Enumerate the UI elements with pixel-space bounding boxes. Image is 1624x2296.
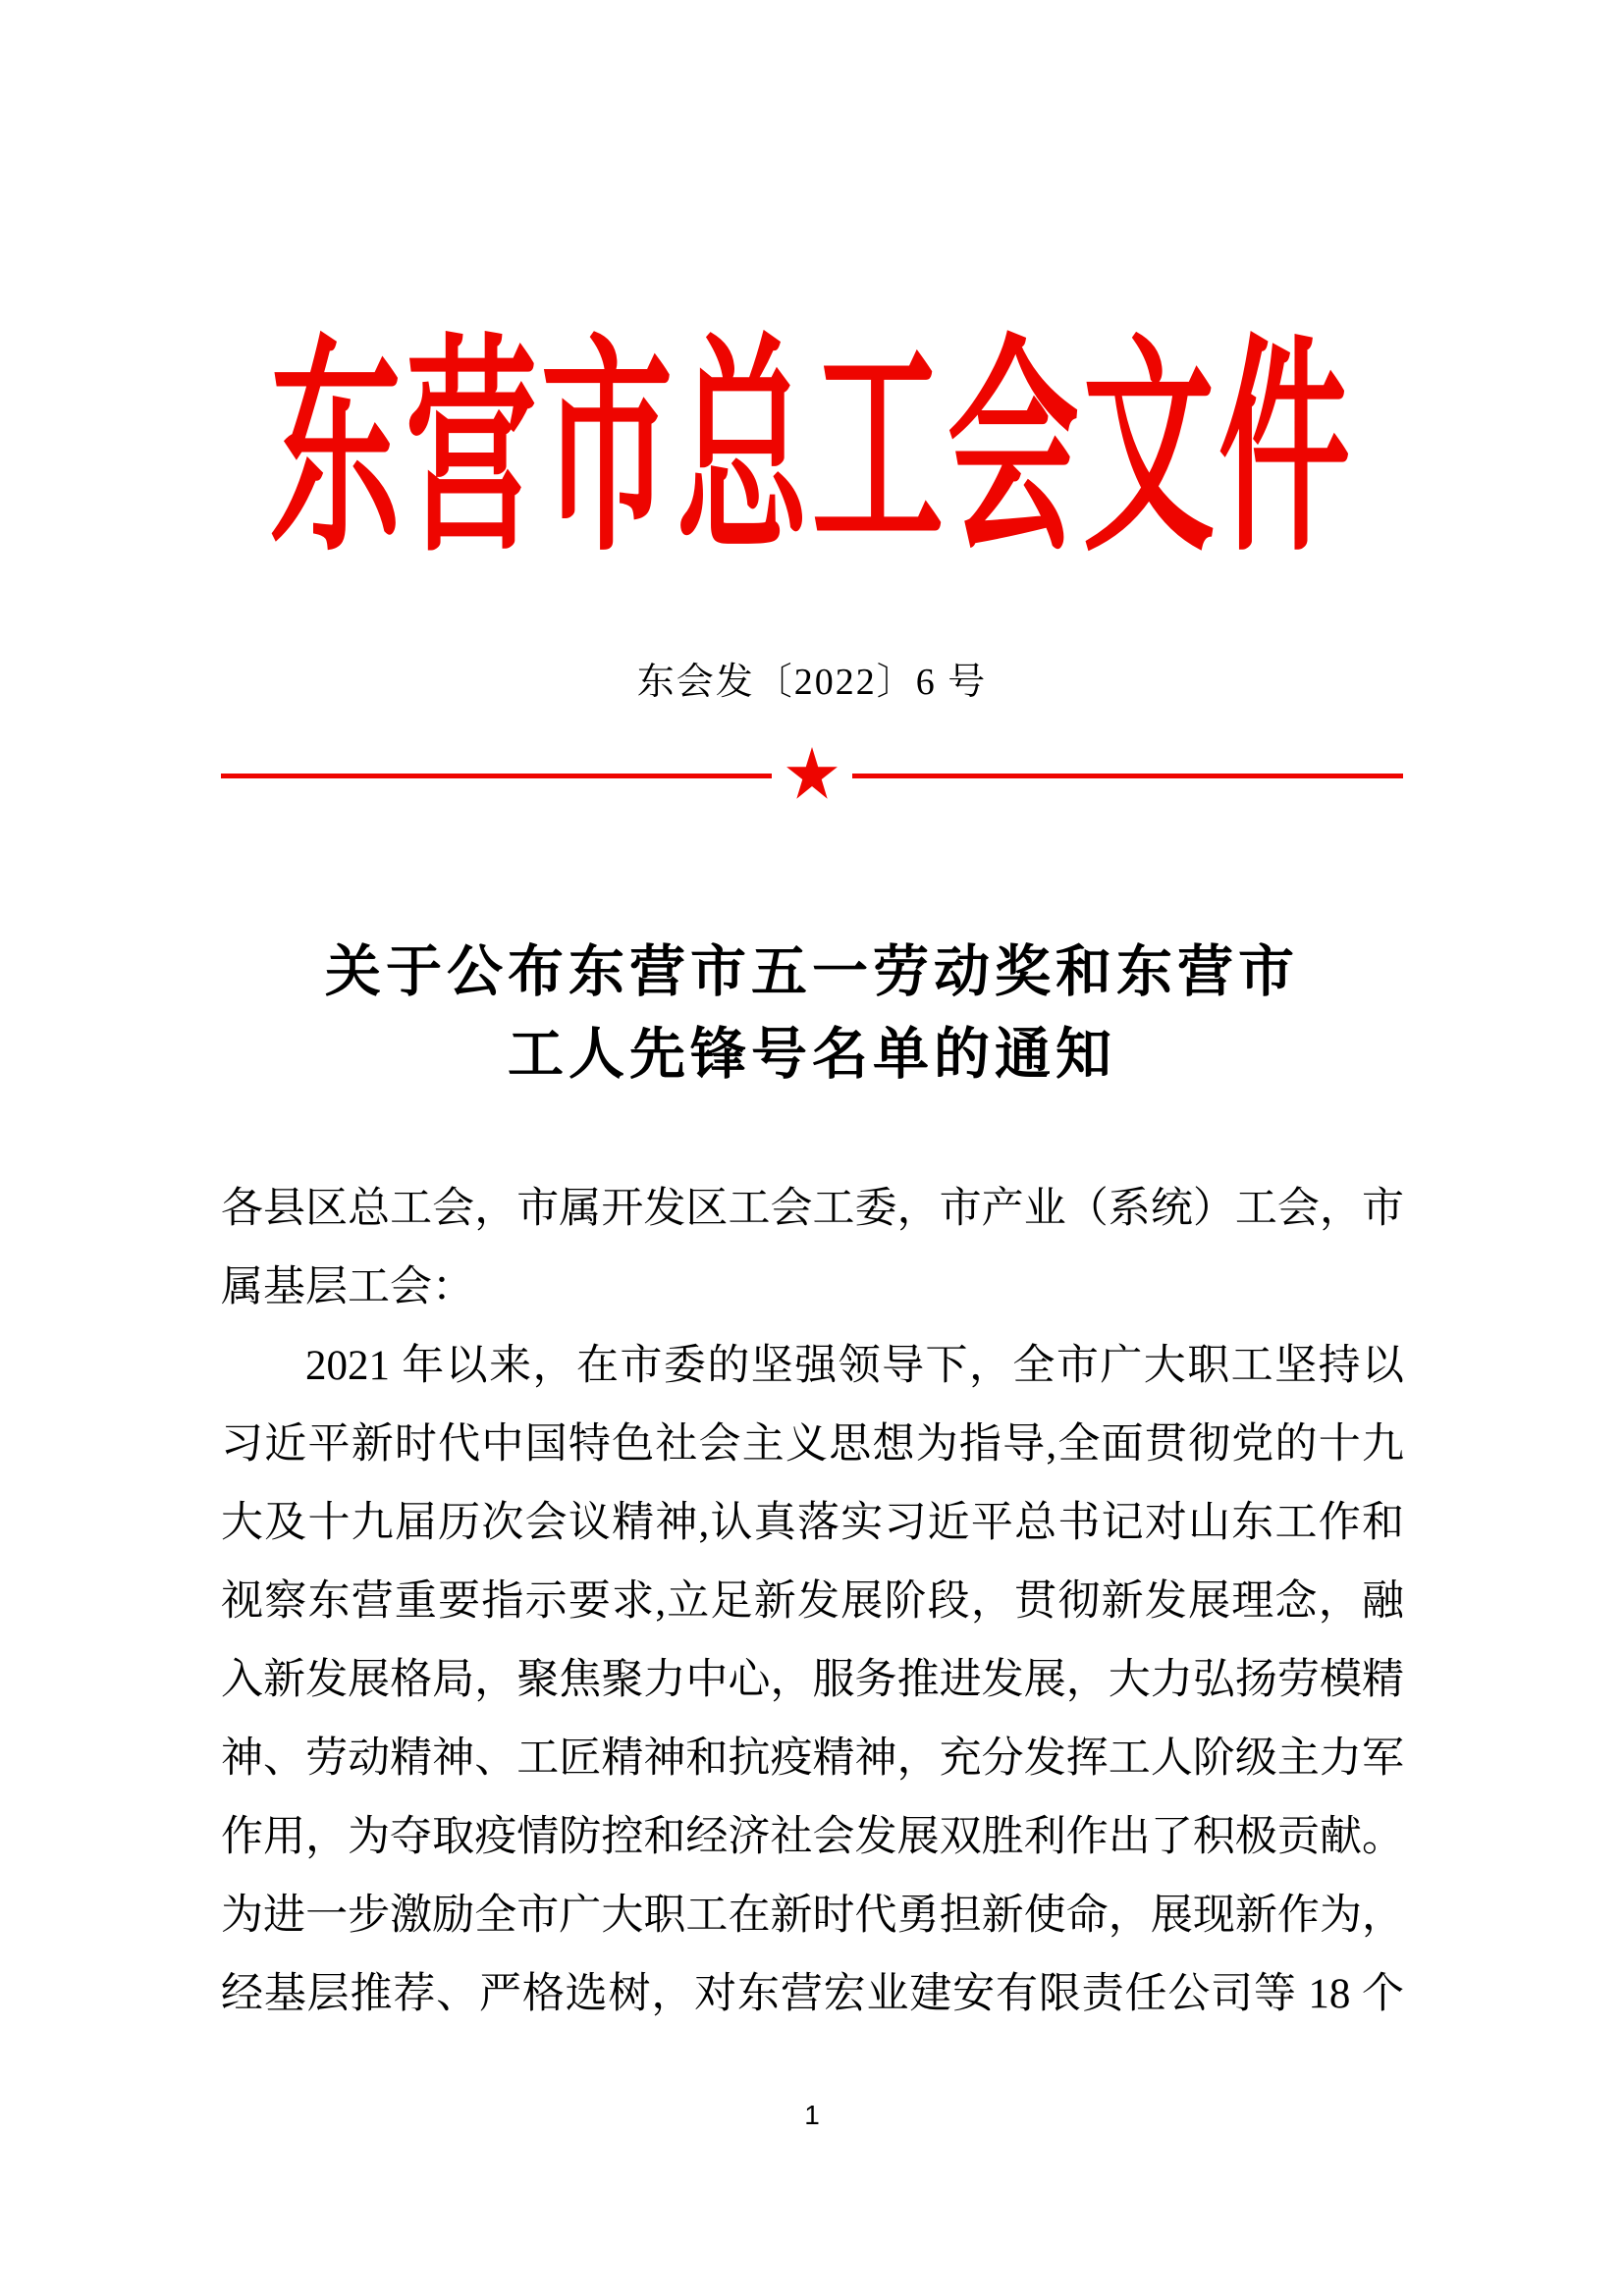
notice-title-line-1: 关于公布东营市五一劳动奖和东营市 (325, 940, 1299, 1003)
notice-title-line-2: 工人先锋号名单的通知 (508, 1023, 1116, 1086)
divider-line-right (852, 774, 1403, 778)
divider-line-left (221, 774, 772, 778)
body-line-salutation-2: 属基层工会： (221, 1264, 474, 1310)
body-line: 视察东营重要指示要求,立足新发展阶段，贯彻新发展理念，融 (221, 1578, 1404, 1625)
body-line: 2021 年以来，在市委的坚强领导下，全市广大职工坚持以 (305, 1343, 1404, 1389)
body-line: 作用，为夺取疫情防控和经济社会发展双胜利作出了积极贡献。 (221, 1814, 1404, 1860)
body-line: 神、劳动精神、工匠精神和抗疫精神，充分发挥工人阶级主力军 (221, 1735, 1404, 1782)
doc-number: 东会发〔2022〕6 号 (636, 662, 988, 703)
page-number: 1 (804, 2100, 820, 2130)
body-line: 入新发展格局，聚焦聚力中心，服务推进发展，大力弘扬劳模精 (221, 1657, 1404, 1703)
star-icon (785, 747, 839, 804)
body-line: 大及十九届历次会议精神,认真落实习近平总书记对山东工作和 (221, 1500, 1404, 1546)
org-title: 东营市总工会文件 (269, 323, 1354, 578)
body-line: 习近平新时代中国特色社会主义思想为指导,全面贯彻党的十九 (221, 1421, 1404, 1468)
star-divider (221, 751, 1403, 800)
notice-title (0, 931, 1624, 1095)
body-line-salutation-1: 各县区总工会，市属开发区工会工委，市产业（系统）工会，市 (221, 1186, 1404, 1232)
document-body (221, 1170, 1404, 2034)
body-line: 经基层推荐、严格选树，对东营宏业建安有限责任公司等 18 个 (221, 1971, 1404, 2017)
body-line: 为进一步激励全市广大职工在新时代勇担新使命，展现新作为， (221, 1893, 1404, 1939)
